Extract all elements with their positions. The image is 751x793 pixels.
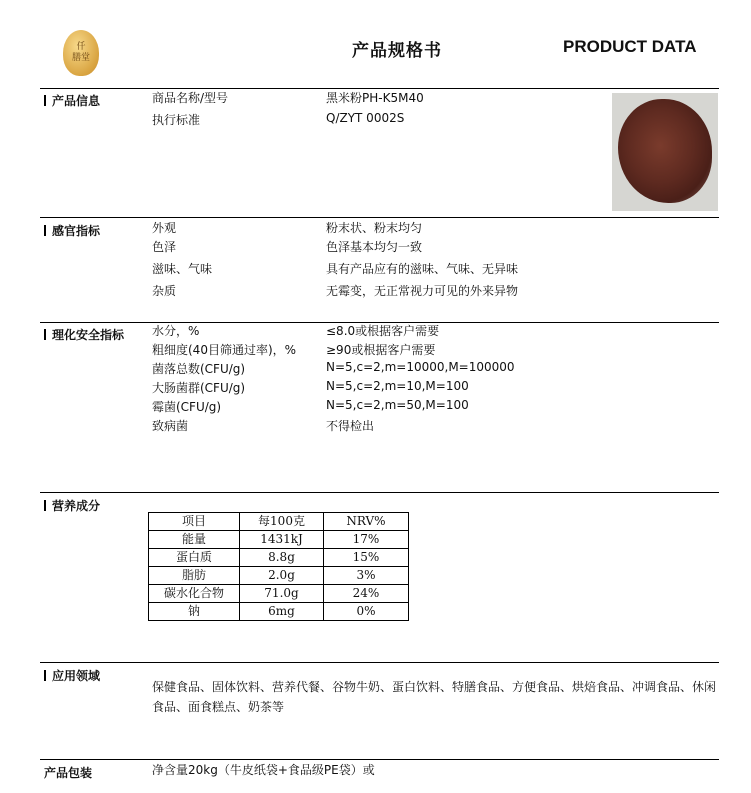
table-cell: 钠 — [149, 603, 240, 621]
section-title: 理化安全指标 — [52, 328, 125, 342]
table-cell: 6mg — [240, 603, 324, 621]
row-value: Q/ZYT 0002S — [326, 111, 405, 125]
row-label: 霉菌(CFU/g) — [152, 400, 222, 414]
section-divider — [40, 217, 719, 218]
packaging-text: 净含量20kg（牛皮纸袋+食品级PE袋）或 — [152, 763, 375, 777]
section-sensory — [44, 222, 100, 239]
row-value: 具有产品应有的滋味、气味、无异味 — [326, 262, 519, 276]
table-cell: 71.0g — [240, 585, 324, 603]
table-row — [149, 549, 409, 567]
logo-text-bottom: 膳堂 — [71, 53, 90, 63]
row-value: 无霉变，无正常视力可见的外来异物 — [326, 284, 519, 298]
table-header: NRV% — [324, 513, 409, 531]
table-cell: 1431kJ — [240, 531, 324, 549]
table-cell: 8.8g — [240, 549, 324, 567]
table-cell: 15% — [324, 549, 409, 567]
table-cell: 24% — [324, 585, 409, 603]
section-title: 营养成分 — [52, 499, 101, 513]
table-cell: 脂肪 — [149, 567, 240, 585]
row-value: 色泽基本均匀一致 — [326, 240, 423, 254]
row-label: 商品名称/型号 — [152, 91, 229, 105]
product-photo — [612, 93, 718, 211]
row-value: 黑米粉PH-K5M40 — [326, 91, 424, 105]
section-divider — [40, 759, 719, 760]
table-cell: 能量 — [149, 531, 240, 549]
row-label: 滋味、气味 — [152, 262, 213, 276]
table-cell: 碳水化合物 — [149, 585, 240, 603]
row-label: 色泽 — [152, 240, 177, 254]
table-row — [149, 531, 409, 549]
page-title: 产品规格书 — [352, 41, 442, 61]
row-label: 大肠菌群(CFU/g) — [152, 381, 246, 395]
row-label: 粗细度(40目筛通过率)，% — [152, 343, 297, 357]
row-label: 致病菌 — [152, 419, 189, 433]
company-logo — [63, 30, 99, 76]
page-title-en: PRODUCT DATA — [563, 37, 697, 56]
section-divider — [40, 492, 719, 493]
row-label: 菌落总数(CFU/g) — [152, 362, 246, 376]
table-row — [149, 585, 409, 603]
table-header-row — [149, 513, 409, 531]
nutrition-table — [148, 512, 409, 621]
table-cell: 17% — [324, 531, 409, 549]
table-cell: 蛋白质 — [149, 549, 240, 567]
table-cell: 3% — [324, 567, 409, 585]
section-title: 产品信息 — [52, 94, 101, 108]
table-row — [149, 567, 409, 585]
table-header: 每100克 — [240, 513, 324, 531]
section-packaging — [44, 764, 92, 781]
row-value: N=5,c=2,m=50,M=100 — [326, 398, 469, 412]
row-label: 杂质 — [152, 284, 177, 298]
row-label: 水分，% — [152, 324, 200, 338]
table-header: 项目 — [149, 513, 240, 531]
row-label: 执行标准 — [152, 113, 201, 127]
row-value: N=5,c=2,m=10000,M=100000 — [326, 360, 515, 374]
section-nutrition — [44, 497, 100, 514]
table-cell: 0% — [324, 603, 409, 621]
section-physchem — [44, 326, 124, 343]
row-label: 外观 — [152, 221, 177, 235]
section-title: 产品包装 — [44, 766, 93, 780]
row-value: ≤8.0或根据客户需要 — [326, 324, 440, 338]
row-value: N=5,c=2,m=10,M=100 — [326, 379, 469, 393]
row-value: 粉末状、粉末均匀 — [326, 221, 423, 235]
table-row — [149, 603, 409, 621]
section-divider — [40, 662, 719, 663]
logo-text-top: 仟 — [76, 42, 86, 52]
section-application — [44, 667, 100, 684]
row-value: ≥90或根据客户需要 — [326, 343, 436, 357]
section-title: 感官指标 — [52, 224, 101, 238]
section-title: 应用领域 — [52, 669, 101, 683]
row-value: 不得检出 — [326, 419, 375, 433]
table-cell: 2.0g — [240, 567, 324, 585]
application-text: 保健食品、固体饮料、营养代餐、谷物牛奶、蛋白饮料、特膳食品、方便食品、烘焙食品、冲调食品、休闲食品、面食糕点、奶茶等 — [152, 680, 717, 714]
section-product-info — [44, 92, 100, 109]
